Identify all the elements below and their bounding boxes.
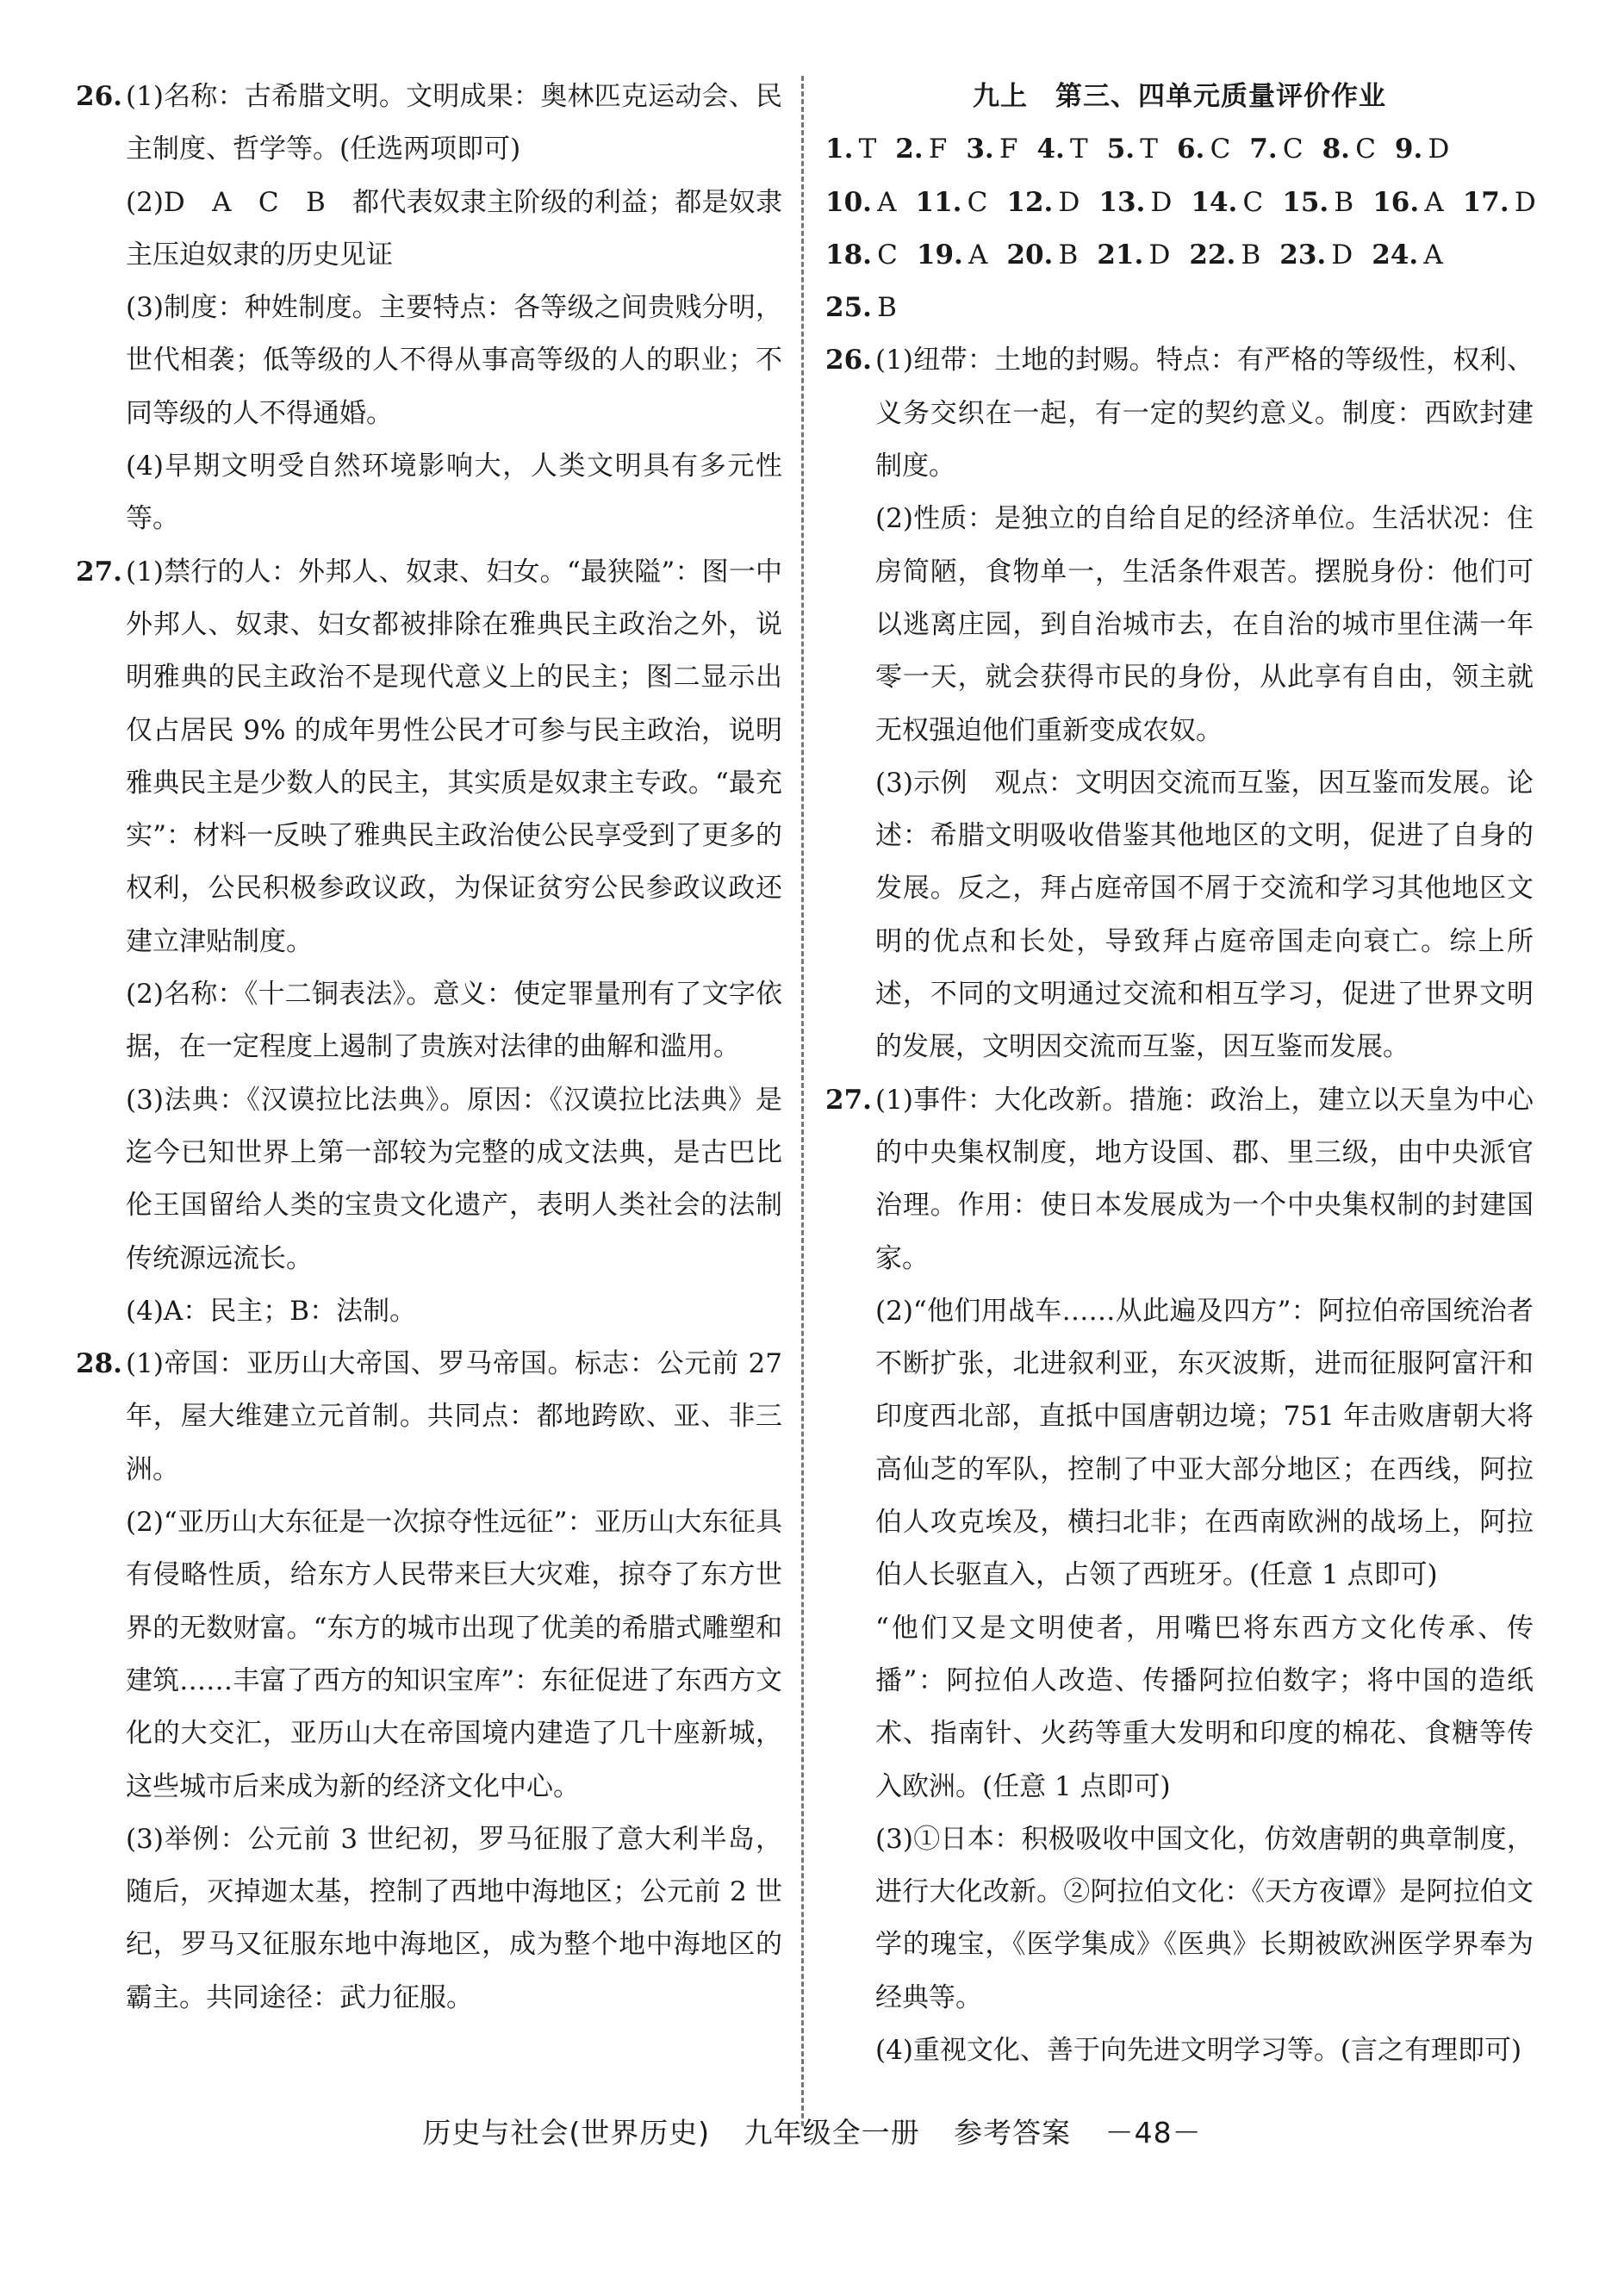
answer-part: (2)D A C B 都代表奴隶主阶级的利益；都是奴隶主压迫奴隶的历史见证 [126,186,782,271]
mc-answer [1372,177,1444,229]
mc-question-number: 9. [1394,134,1423,165]
mc-question-number: 2. [895,134,924,165]
mc-answer-letter: F [928,134,948,165]
mc-answer [1249,123,1303,176]
answer-item-27-left [76,546,782,1338]
mc-answer-letter: A [968,239,988,271]
question-number: 27. [76,556,122,588]
mc-answer [1189,229,1260,282]
mc-question-number: 4. [1036,134,1065,165]
mc-answer [1177,123,1230,176]
mc-answer-letter: C [1210,134,1231,165]
right-column [825,71,1534,2077]
mc-question-number: 5. [1106,134,1136,165]
mc-answer [895,123,947,176]
answer-item-26-left [76,71,782,546]
mc-answer-letter: A [877,186,897,218]
mc-question-number: 13. [1098,186,1146,218]
mc-answer-letter: A [1424,186,1444,218]
answer-part: (4)A：民主；B：法制。 [126,1295,417,1327]
multiple-choice-answers [825,123,1534,334]
answer-part: (3)法典：《汉谟拉比法典》。原因：《汉谟拉比法典》是迄今已知世界上第一部较为完整的成文法典，是古巴比伦王国留给人类的宝贵文化遗产，表明人类社会的法制传统源远流长。 [126,1084,782,1274]
answer-item-28-left [76,1338,782,2025]
question-number: 27. [825,1084,872,1116]
question-number: 26. [825,345,872,376]
mc-answer-letter: T [1140,134,1158,165]
mc-answer-letter: D [1148,239,1171,271]
mc-answer [1098,177,1172,229]
mc-answer-letter: D [1058,186,1080,218]
mc-answer-letter: B [1241,239,1261,271]
mc-answer [825,229,898,282]
answer-item-27-right [825,1074,1534,2078]
footer-subject: 历史与社会(世界历史) [422,2116,711,2149]
page-footer [0,2111,1624,2151]
mc-question-number: 22. [1189,239,1236,271]
footer-grade: 九年级全一册 [744,2116,920,2149]
mc-answer-letter: B [1058,239,1079,271]
mc-question-number: 16. [1372,186,1420,218]
answer-part: (1)事件：大化改新。措施：政治上，建立以天皇为中心的中央集权制度，地方设国、郡、里三级，由中央派官治理。作用：使日本发展成为一个中央集权制的封建国家。 [875,1084,1534,1274]
mc-answer [1279,229,1353,282]
mc-question-number: 12. [1006,186,1054,218]
answer-part: (2)“亚历山大东征是一次掠夺性远征”：亚历山大东征具有侵略性质，给东方人民带来巨大灾难，掠夺了东方世界的无数财富。“东方的城市出现了优美的希腊式雕塑和建筑……丰富了西方的知识宝库”：东征促进了东西方文化的大交汇，亚历山大在帝国境内建造了几十座新城，这些城市后来成为新的经济文化中心。 [126,1507,782,1802]
answer-part: (4)早期文明受自然环境影响大，人类文明具有多元性等。 [126,451,782,535]
mc-answer [1006,229,1078,282]
answer-part: (4)重视文化、善于向先进文明学习等。(言之有理即可) [875,2034,1522,2066]
answer-part: (3)举例：公元前 3 世纪初，罗马征服了意大利半岛，随后，灭掉迦太基，控制了西地中海地区；公元前 2 世纪，罗马又征服东地中海地区，成为整个地中海地区的霸主。共同途径：武力征服。 [126,1823,782,2013]
answer-part: (1)禁行的人：外邦人、奴隶、妇女。“最狭隘”：图一中外邦人、奴隶、妇女都被排除在雅典民主政治之外，说明雅典的民主政治不是现代意义上的民主；图二显示出仅占居民 9% 的成年男性公民才可参与民主政治，说明雅典民主是少数人的民主，其实质是奴隶主专政。“最充实”：材料一反映了雅典民主政治使公民享受到了更多的权利，公民积极参政议政，为保证贫穷公民参政议政还建立津贴制度。 [126,556,782,957]
mc-answer-letter: D [1331,239,1353,271]
mc-answer-letter: A [1423,239,1443,271]
mc-answer [1463,177,1536,229]
mc-question-number: 10. [825,186,872,218]
mc-answer-letter: C [1355,134,1376,165]
mc-question-number: 24. [1372,239,1419,271]
mc-row [825,123,1534,176]
mc-answer-letter: C [877,239,898,271]
mc-question-number: 14. [1191,186,1238,218]
mc-answer [1036,123,1087,176]
answer-part: (1)帝国：亚历山大帝国、罗马帝国。标志：公元前 27 年，屋大维建立元首制。共同点：都地跨欧、亚、非三洲。 [126,1348,782,1485]
mc-answer [1097,229,1170,282]
answer-part: (2)性质：是独立的自给自足的经济单位。生活状况：住房简陋，食物单一，生活条件艰苦。摆脱身份：他们可以逃离庄园，到自治城市去，在自治的城市里住满一年零一天，就会获得市民的身份，从此享有自由，领主就无权强迫他们重新变成农奴。 [875,503,1534,746]
mc-question-number: 3. [966,134,994,165]
mc-question-number: 15. [1282,186,1329,218]
page-number: －48－ [1104,2116,1202,2149]
left-column [76,71,782,2025]
mc-answer [825,123,876,176]
mc-answer-letter: T [1070,134,1088,165]
mc-answer [916,177,988,229]
mc-question-number: 20. [1006,239,1054,271]
mc-question-number: 17. [1462,186,1509,218]
mc-answer-letter: C [967,186,988,218]
mc-question-number: 7. [1249,134,1278,165]
mc-row [825,177,1534,229]
question-number: 28. [76,1348,122,1380]
footer-label: 参考答案 [954,2116,1072,2149]
mc-answer [1395,123,1449,176]
mc-answer-letter: D [1428,134,1450,165]
mc-row [825,229,1534,282]
mc-question-number: 25. [825,292,872,324]
answer-part: (3)①日本：积极吸收中国文化，仿效唐朝的典章制度，进行大化改新。②阿拉伯文化：《天方夜谭》是阿拉伯文学的瑰宝，《医学集成》《医典》长期被欧洲医学界奉为经典等。 [875,1823,1534,2013]
mc-answer-letter: D [1514,186,1536,218]
mc-question-number: 8. [1322,134,1350,165]
answer-part: (3)示例 观点：文明因交流而互鉴，因互鉴而发展。论述：希腊文明吸收借鉴其他地区的文明，促进了自身的发展。反之，拜占庭帝国不屑于交流和学习其他地区文明的优点和长处，导致拜占庭帝国走向衰亡。综上所述，不同的文明通过交流和相互学习，促进了世界文明的发展，文明因交流而互鉴，因互鉴而发展。 [875,767,1534,1063]
mc-question-number: 23. [1279,239,1327,271]
mc-question-number: 6. [1176,134,1205,165]
mc-answer [1191,177,1263,229]
answer-item-26-right [825,334,1534,1073]
mc-answer-letter: F [999,134,1018,165]
mc-question-number: 21. [1097,239,1144,271]
mc-answer-letter: B [1334,186,1354,218]
question-number: 26. [76,81,122,112]
mc-answer-letter: T [858,134,877,165]
answer-part: (2)“他们用战车……从此遍及四方”：阿拉伯帝国统治者不断扩张，北进叙利亚，东灭波斯，进而征服阿富汗和印度西北部，直抵中国唐朝边境；751 年击败唐朝大将高仙芝的军队，控制了中亚大部分地区；在西线，阿拉伯人攻克埃及，横扫北非；在西南欧洲的战场上，阿拉伯人长驱直入，占领了西班牙。(任意 1 点即可) [875,1295,1534,1591]
mc-question-number: 19. [916,239,963,271]
answer-part: (3)制度：种姓制度。主要特点：各等级之间贵贱分明，世代相袭；低等级的人不得从事高等级的人的职业；不同等级的人不得通婚。 [126,292,782,429]
mc-question-number: 1. [825,134,854,165]
mc-answer [825,177,897,229]
mc-answer-letter: D [1150,186,1173,218]
answer-part: (1)名称：古希腊文明。文明成果：奥林匹克运动会、民主制度、哲学等。(任选两项即可) [126,81,782,165]
mc-answer [825,282,897,334]
mc-answer-letter: B [877,292,897,324]
answer-part: “他们又是文明使者，用嘴巴将东西方文化传承、传播”：阿拉伯人改造、传播阿拉伯数字；将中国的造纸术、指南针、火药等重大发明和印度的棉花、食糖等传入欧洲。(任意 1 点即可) [875,1612,1534,1802]
mc-answer-letter: C [1242,186,1264,218]
answer-part: (2)名称：《十二铜表法》。意义：使定罪量刑有了文字依据，在一定程度上遏制了贵族对法律的曲解和滥用。 [126,979,782,1063]
column-divider [801,76,804,2126]
mc-answer [1322,123,1376,176]
mc-answer [1107,123,1158,176]
mc-answer [966,123,1017,176]
mc-question-number: 18. [825,239,872,271]
mc-answer [1282,177,1353,229]
mc-answer [1006,177,1080,229]
mc-answer [1372,229,1443,282]
section-title: 九上 第三、四单元质量评价作业 [973,81,1386,112]
mc-answer [917,229,988,282]
answer-part: (1)纽带：土地的封赐。特点：有严格的等级性，权利、义务交织在一起，有一定的契约意义。制度：西欧封建制度。 [875,345,1534,482]
mc-answer-letter: C [1282,134,1304,165]
mc-question-number: 11. [915,186,962,218]
mc-row [825,282,1534,334]
